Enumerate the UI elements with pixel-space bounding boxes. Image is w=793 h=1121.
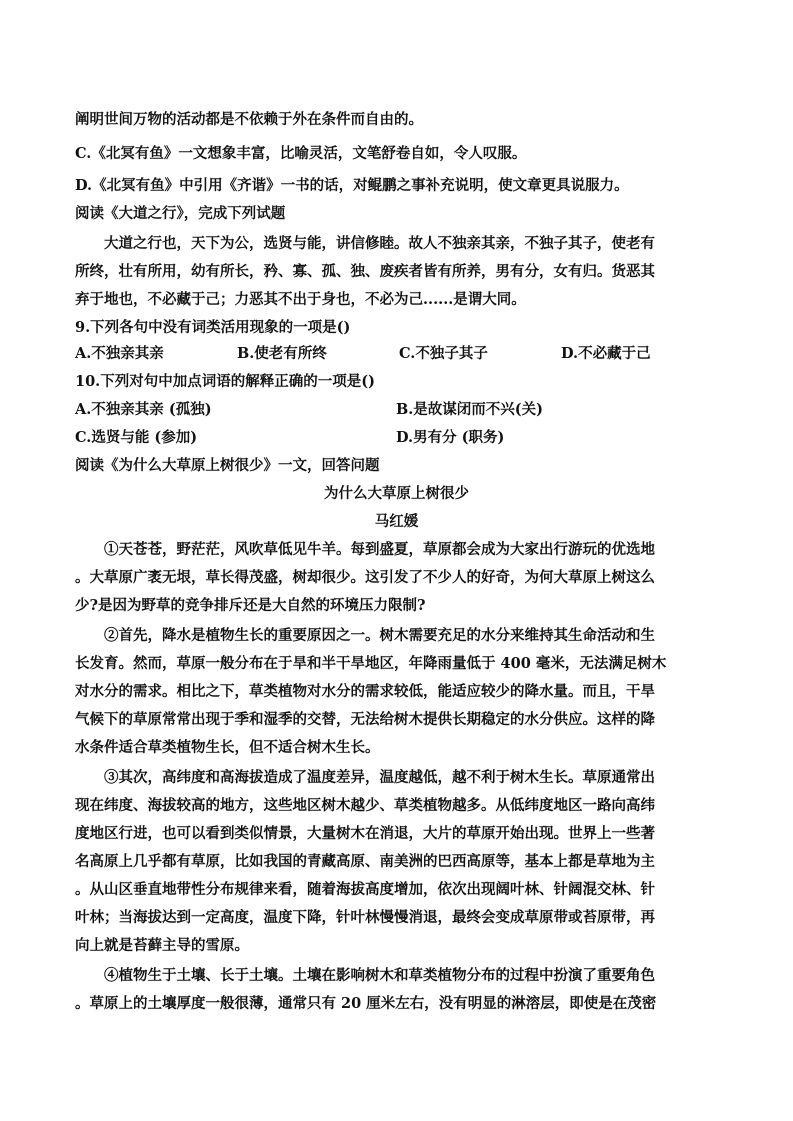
question-9: 9.下列各句中没有词类活用现象的一项是(): [75, 319, 351, 336]
passage-line: 大道之行也，天下为公，选贤与能，讲信修睦。故人不独亲其亲，不独子其子，使老有: [104, 235, 655, 252]
paragraph-3: 。从山区垂直地带性分布规律来看，随着海拔高度增加，依次出现阔叶林、针阔混交林、针: [75, 881, 655, 898]
paragraph-4: 。草原上的土壤厚度一般很薄，通常只有 20 厘米左右，没有明显的淋溶层，即使是在茂密: [75, 995, 657, 1012]
paragraph-3: 向上就是苔藓主导的雪原。: [75, 937, 249, 954]
option-c: C.不独子其子: [399, 345, 488, 362]
paragraph-3: ③其次，高纬度和高海拔造成了温度差异，温度越低，越不利于树木生长。草原通常出: [104, 769, 655, 786]
paragraph-2: ②首先，降水是植物生长的重要原因之一。树木需要充足的水分来维持其生命活动和生: [104, 627, 655, 644]
option-b: B.使老有所终: [237, 345, 327, 362]
question-9-options: [75, 342, 718, 363]
paragraph-1: 少?是因为野草的竞争排斥还是大自然的环境压力限制?: [75, 597, 426, 614]
paragraph-1: 。大草原广袤无垠，草长得茂盛，树却很少。这引发了不少人的好奇，为何大草原上树这么: [75, 569, 655, 586]
passage-line: 弃于地也，不必藏于己；力恶其不出于身也，不必为己......是谓大同。: [75, 291, 526, 308]
question-10: 10.下列对句中加点词语的解释正确的一项是(): [75, 373, 375, 390]
option-d: D.男有分 (职务): [396, 429, 505, 446]
option-b: B.是故谋闭而不兴(关): [396, 401, 544, 418]
option-c-line: C.《北冥有鱼》一文想象丰富，比喻灵活，文笔舒卷自如，令人叹服。: [75, 145, 527, 162]
paragraph-2: 气候下的草原常常出现于季和湿季的交替，无法给树木提供长期稳定的水分供应。这样的降: [75, 711, 655, 728]
passage-line: 所终，壮有所用，幼有所长，矜、寡、孤、独、废疾者皆有所养，男有分，女有归。货恶其: [75, 263, 655, 280]
question-10-options-ab: [75, 398, 718, 419]
paragraph-4: ④植物生于土壤、长于土壤。土壤在影响树木和草类植物分布的过程中扮演了重要角色: [104, 967, 655, 984]
paragraph-2: 水条件适合草类植物生长，但不适合树木生长。: [75, 739, 380, 756]
option-d: D.不必藏于己: [561, 345, 651, 362]
paragraph-2: 对水分的需求。相比之下，草类植物对水分的需求较低，能适应较少的降水量。而且，干旱: [75, 683, 655, 700]
option-c: C.选贤与能 (参加): [75, 429, 198, 446]
question-10-options-cd: [75, 426, 718, 447]
reading-instruction: 阅读《为什么大草原上树很少》一文，回答问题: [75, 457, 380, 474]
paragraph-3: 现在纬度、海拔较高的地方，这些地区树木越少、草类植物越多。从低纬度地区一路向高纬: [75, 797, 655, 814]
option-a: A.不独亲其亲: [75, 345, 164, 362]
reading-instruction: 阅读《大道之行》，完成下列试题: [75, 205, 286, 222]
option-a: A.不独亲其亲 (孤独): [75, 401, 212, 418]
article-title: 为什么大草原上树很少: [324, 485, 469, 502]
option-d-line: D.《北冥有鱼》中引用《齐谐》一书的话，对鲲鹏之事补充说明，使文章更具说服力。: [75, 177, 629, 194]
paragraph-3: 叶林；当海拔达到一定高度，温度下降，针叶林慢慢消退，最终会变成草原带或苔原带，再: [75, 909, 655, 926]
paragraph-3: 名高原上几乎都有草原，比如我国的青藏高原、南美洲的巴西高原等，基本上都是草地为主: [75, 853, 655, 870]
paragraph-1: ①天苍苍，野茫茫，风吹草低见牛羊。每到盛夏，草原都会成为大家出行游玩的优选地: [104, 541, 655, 558]
paragraph-2: 长发育。然而，草原一般分布在于旱和半干旱地区，年降雨量低于 400 毫米，无法满足树木: [75, 655, 667, 672]
article-author: 马红媛: [374, 513, 419, 530]
paragraph-3: 度地区行进，也可以看到类似情景，大量树木在消退，大片的草原开始出现。世界上一些著: [75, 825, 655, 842]
text-line: 阐明世间万物的活动都是不依赖于外在条件而自由的。: [75, 111, 423, 128]
